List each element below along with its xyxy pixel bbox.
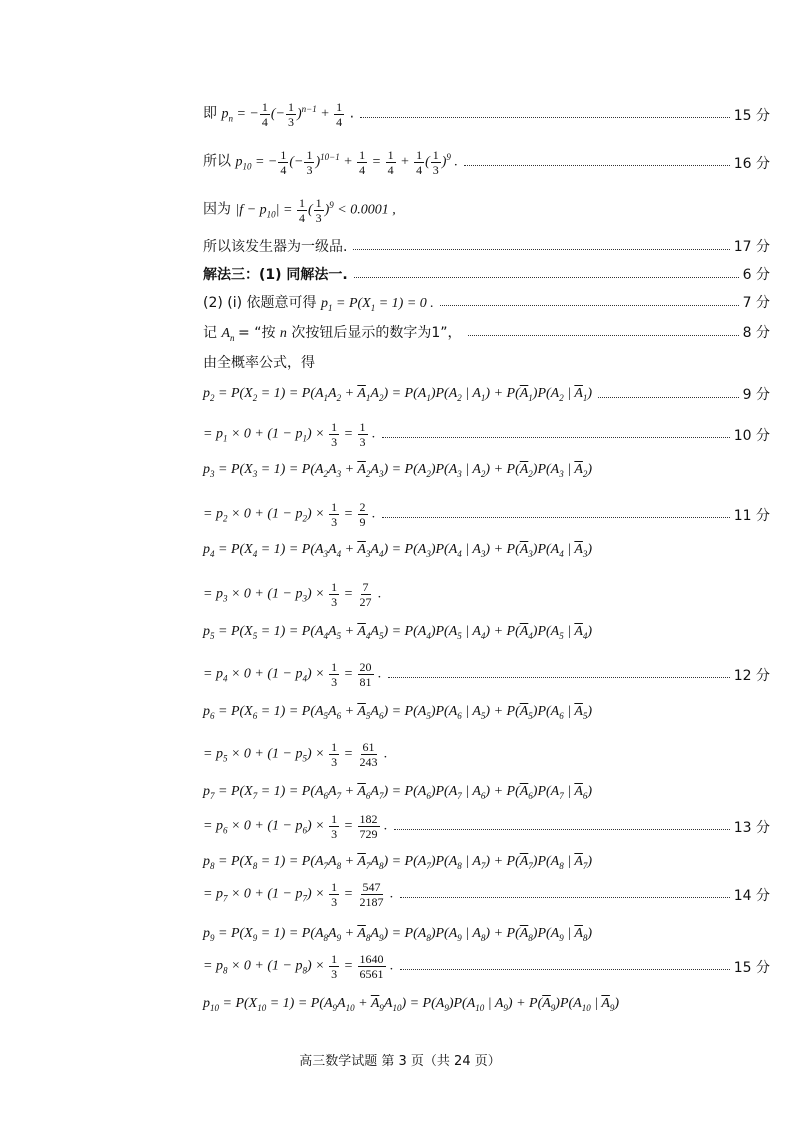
event-quote-close: 次按钮后显示的数字为1”， [286,325,462,341]
total-prob-line [203,352,770,372]
formula-line-abs: 因为 $|f - p_{10}|$ = $\frac{1}{4}$ ( $\frac{1}{3}$ )$^9$ < 0.0001 , [203,196,396,225]
event-quote-open: = “按 [238,325,280,341]
page-footer: 高三数学试题 第 3 页（共 24 页） [299,1054,501,1069]
p3-line: $p_3 = P(X_3 = 1) = P(A_2A_3 + \overline{A}_2A_3) = P(A_2)P(A_3$ | $A_2) + P(\overline{A}_2)P(A_3$ | $\overline{A}_2$) [203,462,593,479]
p5-line: $p_5 = P(X_5 = 1) = P(A_4A_5 + \overline{A}_4A_5) = P(A_4)P(A_5$ | $A_4) + P(\overline{A}_4)P(A_5$ | $\overline{A}_4$) [203,624,593,641]
p2-value-line: = $p_1 \times 0 + (1 - p_1)$ × $\frac{1}{3}$ = $\frac{1}{3}$ . 10 分 [203,420,770,449]
score-12: 12 分 [733,667,770,684]
conclusion-line [203,236,770,256]
score-14: 14 分 [733,887,770,904]
lead-suoyi: 所以 [203,153,236,170]
event-def-line: 记 $A_n$ = “按 n 次按钮后显示的数字为1”， 8 分 [203,322,770,343]
p2-line: $p_2 = P(X_2 = 1) = P(A_1A_2 + \overline{A}_1A_2) = P(A_1)P(A_2$ | $A_1) + P(\overline{A}_1)P(A_2$ | $\overline{A}_1$) 9 分 [203,385,770,403]
total-prob-text: 由全概率公式，得 [203,355,315,371]
lead-ji2: 记 [203,325,222,341]
p8-value-line: = $p_7 \times 0 + (1 - p_7)$ × $\frac{1}{3}$ = $\frac{547}{2187}$ . 14 分 [203,880,770,909]
score-17: 17 分 [733,239,770,255]
score-16: 16 分 [733,155,770,172]
score-8: 8 分 [742,325,770,342]
p8-line: $p_8 = P(X_8 = 1) = P(A_7A_8 + \overline{A}_7A_8) = P(A_7)P(A_8$ | $A_7) + P(\overline{A}_7)P(A_8$ | $\overline{A}_7$) [203,854,593,871]
p10-line: $p_{10} = P(X_{10} = 1) = P(A_9A_{10} + \overline{A}_9A_{10}) = P(A_9)P(A_{10}$ | $A_9) + P(\overline{A}_9)P(A_{10}$ | $\overline{A}_9$) [203,996,620,1013]
p4-line: $p_4 = P(X_4 = 1) = P(A_3A_4 + \overline{A}_3A_4) = P(A_3)P(A_4$ | $A_3) + P(\overline{A}_3)P(A_4$ | $\overline{A}_3$) [203,542,593,559]
method3-line [203,264,770,284]
score-15a: 15 分 [733,107,770,124]
score-13: 13 分 [733,819,770,836]
p9-line: $p_9 = P(X_9 = 1) = P(A_8A_9 + \overline{A}_8A_9) = P(A_8)P(A_9$ | $A_8) + P(\overline{A}_8)P(A_9$ | $\overline{A}_8$) [203,926,593,943]
lead-ji: 即 [203,105,222,122]
p4-value-line: = $p_3 \times 0 + (1 - p_3)$ × $\frac{1}{3}$ = $\frac{7}{27}$ . [203,580,382,609]
score-10: 10 分 [733,427,770,444]
lead-p1: (2) (i) 依题意可得 [203,295,321,311]
score-7: 7 分 [742,295,770,312]
formula-line-pn: 即 $p_n$ = − $\frac{1}{4}$ (− $\frac{1}{3}$ )$^{n-1}$ + $\frac{1}{4}$ . 15 分 [203,100,770,129]
lead-yinwei: 因为 [203,201,236,218]
p3-value-line: = $p_2 \times 0 + (1 - p_2)$ × $\frac{1}{3}$ = $\frac{2}{9}$ . 11 分 [203,500,770,529]
score-15b: 15 分 [733,959,770,976]
p6-value-line: = $p_5 \times 0 + (1 - p_5)$ × $\frac{1}{3}$ = $\frac{61}{243}$ . [203,740,388,769]
p6-line: $p_6 = P(X_6 = 1) = P(A_5A_6 + \overline{A}_5A_6) = P(A_5)P(A_6$ | $A_5) + P(\overline{A}_5)P(A_6$ | $\overline{A}_5$) [203,704,593,721]
score-9: 9 分 [742,387,770,403]
p7-value-line: = $p_6 \times 0 + (1 - p_6)$ × $\frac{1}{3}$ = $\frac{182}{729}$ . 13 分 [203,812,770,841]
p5-value-line: = $p_4 \times 0 + (1 - p_4)$ × $\frac{1}{3}$ = $\frac{20}{81}$ . 12 分 [203,660,770,689]
formula-line-p10: 所以 $p_{10}$ = − $\frac{1}{4}$ (− $\frac{1}{3}$ )$^{10-1}$ + $\frac{1}{4}$ = $\frac{1}{4}$ + $\frac{1}{4}$ ( $\frac{1}{3}$ )$^9$ . 16 分 [203,148,770,177]
p1-line: (2) (i) 依题意可得 $p_1 = P(X_1 = 1) = 0$ . 7 分 [203,292,770,313]
method3-text: 解法三：(1) 同解法一. [203,267,348,283]
score-6: 6 分 [742,267,770,283]
conclusion-text: 所以该发生器为一级品. [203,239,348,255]
p7-line: $p_7 = P(X_7 = 1) = P(A_6A_7 + \overline{A}_6A_7) = P(A_6)P(A_7$ | $A_6) + P(\overline{A}_6)P(A_7$ | $\overline{A}_6$) [203,784,593,801]
period: . [345,105,355,122]
score-11: 11 分 [733,507,770,524]
p9-value-line: = $p_8 \times 0 + (1 - p_8)$ × $\frac{1}{3}$ = $\frac{1640}{6561}$ . 15 分 [203,952,770,981]
